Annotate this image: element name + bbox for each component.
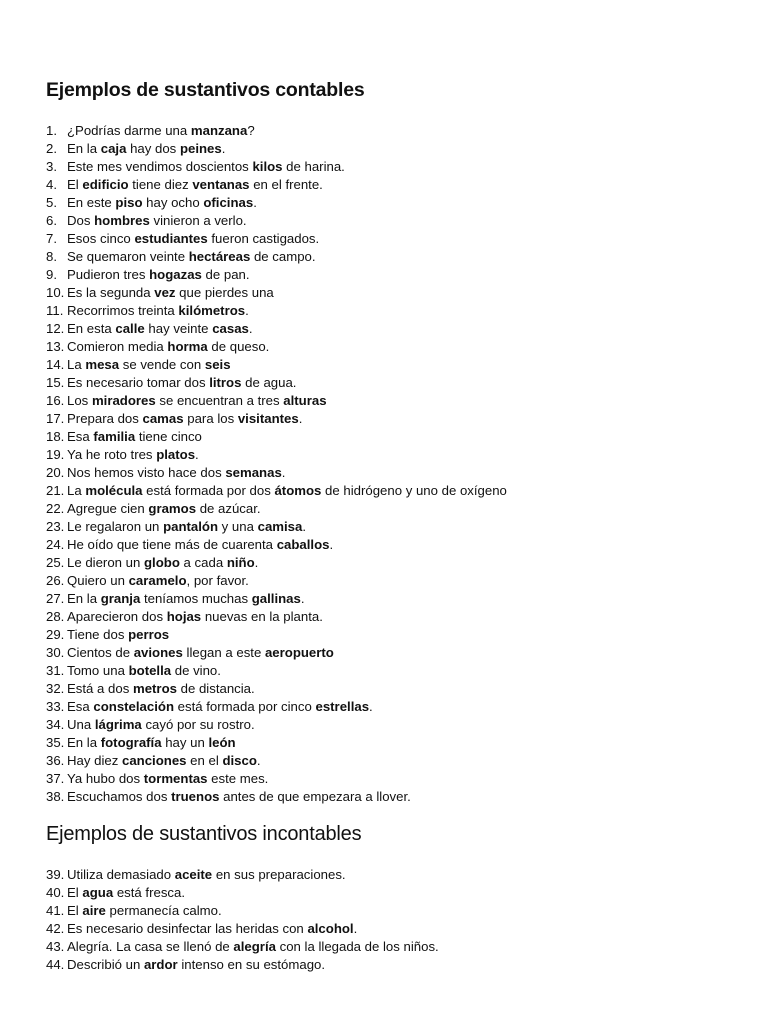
uncountable-examples-list [46, 866, 439, 974]
sentence-fragment: Hay diez [67, 753, 122, 768]
sentence-fragment: en sus preparaciones. [212, 867, 346, 882]
noun-highlight: canciones [121, 753, 187, 768]
item-text [67, 536, 333, 554]
sentence-fragment: . [300, 591, 305, 606]
sentence-fragment: El [67, 885, 83, 900]
noun-highlight: globo [144, 555, 180, 570]
noun-highlight: hombres [94, 213, 150, 228]
sentence-fragment: ? [247, 123, 255, 138]
item-text [67, 752, 261, 770]
sentence-fragment: , por favor. [186, 573, 249, 588]
sentence-fragment: Esa [67, 699, 94, 714]
item-number: 17. [46, 411, 65, 426]
sentence-fragment: en el [186, 753, 223, 768]
item-number: 37. [46, 771, 65, 786]
item-text [67, 608, 323, 626]
sentence-fragment: . [329, 537, 334, 552]
item-number: 1. [46, 123, 57, 138]
item-text [67, 572, 249, 590]
item-text [67, 884, 185, 902]
sentence-fragment: hay ocho [142, 195, 204, 210]
sentence-fragment: He oído que tiene más de cuarenta [67, 537, 277, 552]
noun-highlight: constelación [93, 699, 175, 714]
item-text [67, 938, 439, 956]
list-item [46, 212, 507, 230]
item-text [67, 680, 255, 698]
sentence-fragment: teníamos muchas [140, 591, 252, 606]
item-number: 21. [46, 483, 65, 498]
item-number: 7. [46, 231, 57, 246]
item-number: 41. [46, 903, 65, 918]
sentence-fragment: intenso en su estómago. [177, 957, 326, 972]
sentence-fragment: Esa [67, 429, 94, 444]
item-number: 13. [46, 339, 65, 354]
sentence-fragment: El [67, 177, 83, 192]
noun-highlight: camas [142, 411, 184, 426]
sentence-fragment: Agregue cien [67, 501, 149, 516]
item-number: 36. [46, 753, 65, 768]
sentence-fragment: . [369, 699, 373, 714]
item-text [67, 392, 327, 410]
item-number: 5. [46, 195, 57, 210]
item-text [67, 956, 325, 974]
noun-highlight: piso [115, 195, 143, 210]
sentence-fragment: Es la segunda [67, 285, 155, 300]
item-number: 40. [46, 885, 65, 900]
sentence-fragment: En esta [67, 321, 116, 336]
list-item [46, 446, 507, 464]
sentence-fragment: . [298, 411, 303, 426]
sentence-fragment: Prepara dos [67, 411, 143, 426]
noun-highlight: peines [179, 141, 222, 156]
list-item [46, 374, 507, 392]
noun-highlight: aire [82, 903, 106, 918]
sentence-fragment: Cientos de [67, 645, 134, 660]
sentence-fragment: de queso. [207, 339, 270, 354]
sentence-fragment: En este [67, 195, 116, 210]
sentence-fragment: hay veinte [144, 321, 213, 336]
noun-highlight: alegría [233, 939, 276, 954]
noun-highlight: estudiantes [134, 231, 208, 246]
sentence-fragment: Le dieron un [67, 555, 144, 570]
noun-highlight: seis [204, 357, 231, 372]
item-number: 43. [46, 939, 65, 954]
sentence-fragment: a cada [179, 555, 227, 570]
item-text [67, 554, 258, 572]
list-item [46, 248, 507, 266]
sentence-fragment: tiene diez [128, 177, 193, 192]
list-item [46, 752, 507, 770]
item-text [67, 158, 345, 176]
sentence-fragment: Nos hemos visto hace dos [67, 465, 226, 480]
item-text [67, 338, 269, 356]
sentence-fragment: Está a dos [67, 681, 133, 696]
sentence-fragment: Alegría. La casa se llenó de [67, 939, 234, 954]
item-number: 44. [46, 957, 65, 972]
item-text [67, 248, 316, 266]
noun-highlight: hectáreas [188, 249, 251, 264]
sentence-fragment: Tiene dos [67, 627, 129, 642]
item-number: 24. [46, 537, 65, 552]
item-number: 2. [46, 141, 57, 156]
noun-highlight: aeropuerto [264, 645, 334, 660]
item-number: 15. [46, 375, 65, 390]
item-number: 6. [46, 213, 57, 228]
noun-highlight: caballos [276, 537, 330, 552]
list-item [46, 920, 439, 938]
item-number: 12. [46, 321, 65, 336]
item-number: 14. [46, 357, 65, 372]
noun-highlight: familia [93, 429, 136, 444]
list-item [46, 884, 439, 902]
sentence-fragment: En la [67, 141, 101, 156]
noun-highlight: metros [132, 681, 177, 696]
sentence-fragment: de vino. [171, 663, 221, 678]
item-text [67, 626, 169, 644]
sentence-fragment: Es necesario desinfectar las heridas con [67, 921, 308, 936]
item-text [67, 302, 249, 320]
list-item [46, 680, 507, 698]
noun-highlight: hogazas [149, 267, 202, 282]
sentence-fragment: para los [183, 411, 238, 426]
sentence-fragment: de campo. [250, 249, 316, 264]
noun-highlight: calle [115, 321, 145, 336]
item-text [67, 500, 261, 518]
sentence-fragment: . [302, 519, 307, 534]
item-number: 34. [46, 717, 65, 732]
item-text [67, 788, 411, 806]
item-text [67, 464, 285, 482]
list-item [46, 464, 507, 482]
item-text [67, 866, 346, 884]
section-title-uncountable: Ejemplos de sustantivos incontables [46, 823, 362, 845]
list-item [46, 902, 439, 920]
noun-highlight: platos [156, 447, 196, 462]
noun-highlight: miradores [91, 393, 156, 408]
item-text [67, 446, 199, 464]
item-text [67, 266, 250, 284]
noun-highlight: alturas [283, 393, 327, 408]
list-item [46, 554, 507, 572]
sentence-fragment: de agua. [241, 375, 297, 390]
item-text [67, 140, 225, 158]
list-item [46, 158, 507, 176]
noun-highlight: kilómetros [178, 303, 246, 318]
noun-highlight: disco [222, 753, 257, 768]
sentence-fragment: permanecía calmo. [105, 903, 222, 918]
sentence-fragment: Recorrimos treinta [67, 303, 179, 318]
noun-highlight: agua [82, 885, 114, 900]
item-text [67, 902, 222, 920]
list-item [46, 338, 507, 356]
list-item [46, 266, 507, 284]
item-text [67, 122, 255, 140]
item-text [67, 590, 305, 608]
noun-highlight: gramos [148, 501, 197, 516]
noun-highlight: perros [128, 627, 170, 642]
noun-highlight: tormentas [143, 771, 208, 786]
sentence-fragment: antes de que empezara a llover. [219, 789, 411, 804]
sentence-fragment: Pudieron tres [67, 267, 150, 282]
noun-highlight: pantalón [163, 519, 219, 534]
list-item [46, 230, 507, 248]
sentence-fragment: Ya hubo dos [67, 771, 144, 786]
list-item [46, 626, 507, 644]
sentence-fragment: fueron castigados. [207, 231, 320, 246]
item-number: 33. [46, 699, 65, 714]
noun-highlight: lágrima [94, 717, 142, 732]
item-text [67, 212, 247, 230]
sentence-fragment: Le regalaron un [67, 519, 164, 534]
sentence-fragment: . [254, 555, 259, 570]
item-number: 35. [46, 735, 65, 750]
item-number: 9. [46, 267, 57, 282]
sentence-fragment: está formada por cinco [174, 699, 316, 714]
noun-highlight: manzana [190, 123, 248, 138]
sentence-fragment: . [256, 753, 261, 768]
sentence-fragment: Dos [67, 213, 95, 228]
noun-highlight: mesa [85, 357, 120, 372]
sentence-fragment: El [67, 903, 83, 918]
sentence-fragment: Describió un [67, 957, 144, 972]
sentence-fragment: Los [67, 393, 92, 408]
sentence-fragment: Ya he roto tres [67, 447, 157, 462]
item-number: 26. [46, 573, 65, 588]
sentence-fragment: se encuentran a tres [155, 393, 284, 408]
item-text [67, 410, 302, 428]
list-item [46, 482, 507, 500]
sentence-fragment: Quiero un [67, 573, 129, 588]
list-item [46, 938, 439, 956]
item-text [67, 284, 274, 302]
noun-highlight: visitantes [237, 411, 299, 426]
sentence-fragment: en el frente. [249, 177, 323, 192]
sentence-fragment: . [195, 447, 199, 462]
item-number: 11. [46, 303, 64, 318]
list-item [46, 320, 507, 338]
item-text [67, 428, 202, 446]
sentence-fragment: ¿Podrías darme una [67, 123, 191, 138]
item-text [67, 518, 306, 536]
item-text [67, 644, 334, 662]
noun-highlight: caramelo [128, 573, 187, 588]
sentence-fragment: Escuchamos dos [67, 789, 172, 804]
sentence-fragment: se vende con [119, 357, 205, 372]
item-text [67, 194, 257, 212]
item-number: 28. [46, 609, 65, 624]
noun-highlight: alcohol [307, 921, 354, 936]
sentence-fragment: de hidrógeno y uno de oxígeno [321, 483, 507, 498]
item-number: 3. [46, 159, 57, 174]
list-item [46, 770, 507, 788]
sentence-fragment: está fresca. [113, 885, 186, 900]
sentence-fragment: Comieron media [67, 339, 168, 354]
noun-highlight: león [208, 735, 236, 750]
list-item [46, 410, 507, 428]
sentence-fragment: hay un [161, 735, 209, 750]
sentence-fragment: . [248, 321, 253, 336]
sentence-fragment: llegan a este [182, 645, 265, 660]
noun-highlight: litros [209, 375, 242, 390]
item-number: 30. [46, 645, 65, 660]
sentence-fragment: de distancia. [176, 681, 255, 696]
noun-highlight: botella [128, 663, 172, 678]
item-number: 8. [46, 249, 57, 264]
list-item [46, 392, 507, 410]
list-item [46, 572, 507, 590]
sentence-fragment: Es necesario tomar dos [67, 375, 210, 390]
countable-examples-list [46, 122, 507, 806]
noun-highlight: caja [100, 141, 127, 156]
noun-highlight: semanas [225, 465, 282, 480]
list-item [46, 608, 507, 626]
sentence-fragment: En la [67, 735, 101, 750]
item-number: 25. [46, 555, 65, 570]
sentence-fragment: está formada por dos [142, 483, 275, 498]
item-number: 27. [46, 591, 65, 606]
item-number: 16. [46, 393, 65, 408]
item-number: 29. [46, 627, 65, 642]
list-item [46, 122, 507, 140]
sentence-fragment: cayó por su rostro. [141, 717, 255, 732]
noun-highlight: kilos [252, 159, 283, 174]
item-text [67, 482, 507, 500]
sentence-fragment: de pan. [201, 267, 250, 282]
noun-highlight: gallinas [251, 591, 301, 606]
item-text [67, 920, 357, 938]
sentence-fragment: con la llegada de los niños. [275, 939, 439, 954]
noun-highlight: fotografía [100, 735, 162, 750]
item-text [67, 176, 323, 194]
noun-highlight: vez [154, 285, 176, 300]
noun-highlight: ventanas [192, 177, 250, 192]
sentence-fragment: . [245, 303, 249, 318]
item-text [67, 734, 236, 752]
list-item [46, 428, 507, 446]
noun-highlight: niño [226, 555, 255, 570]
noun-highlight: estrellas [315, 699, 370, 714]
item-text [67, 320, 253, 338]
sentence-fragment: Utiliza demasiado [67, 867, 175, 882]
noun-highlight: truenos [171, 789, 220, 804]
item-text [67, 662, 221, 680]
item-number: 10. [46, 285, 65, 300]
sentence-fragment: Esos cinco [67, 231, 135, 246]
item-number: 4. [46, 177, 57, 192]
sentence-fragment: Una [67, 717, 95, 732]
item-text [67, 770, 268, 788]
sentence-fragment: . [353, 921, 358, 936]
item-number: 23. [46, 519, 65, 534]
list-item [46, 536, 507, 554]
item-text [67, 698, 373, 716]
list-item [46, 866, 439, 884]
sentence-fragment: Aparecieron dos [67, 609, 167, 624]
sentence-fragment: vinieron a verlo. [149, 213, 247, 228]
noun-highlight: aviones [133, 645, 183, 660]
noun-highlight: granja [100, 591, 141, 606]
item-number: 32. [46, 681, 65, 696]
list-item [46, 284, 507, 302]
sentence-fragment: hay dos [126, 141, 180, 156]
noun-highlight: horma [167, 339, 208, 354]
item-number: 38. [46, 789, 65, 804]
list-item [46, 734, 507, 752]
noun-highlight: aceite [174, 867, 213, 882]
item-number: 20. [46, 465, 65, 480]
sentence-fragment: La [67, 483, 86, 498]
list-item [46, 788, 507, 806]
item-text [67, 356, 231, 374]
sentence-fragment: La [67, 357, 86, 372]
list-item [46, 956, 439, 974]
noun-highlight: casas [212, 321, 249, 336]
list-item [46, 662, 507, 680]
sentence-fragment: nuevas en la planta. [201, 609, 323, 624]
list-item [46, 518, 507, 536]
noun-highlight: oficinas [203, 195, 254, 210]
noun-highlight: camisa [257, 519, 303, 534]
sentence-fragment: . [281, 465, 286, 480]
list-item [46, 194, 507, 212]
sentence-fragment: y una [218, 519, 258, 534]
sentence-fragment: de harina. [282, 159, 345, 174]
noun-highlight: ardor [143, 957, 178, 972]
list-item [46, 644, 507, 662]
sentence-fragment: En la [67, 591, 101, 606]
sentence-fragment: Tomo una [67, 663, 129, 678]
list-item [46, 176, 507, 194]
item-number: 42. [46, 921, 65, 936]
list-item [46, 302, 507, 320]
sentence-fragment: de azúcar. [196, 501, 261, 516]
list-item [46, 590, 507, 608]
list-item [46, 716, 507, 734]
item-number: 39. [46, 867, 65, 882]
noun-highlight: átomos [274, 483, 322, 498]
noun-highlight: hojas [166, 609, 202, 624]
item-number: 19. [46, 447, 65, 462]
noun-highlight: edificio [82, 177, 129, 192]
noun-highlight: molécula [85, 483, 143, 498]
item-text [67, 230, 319, 248]
sentence-fragment: . [221, 141, 226, 156]
item-text [67, 716, 255, 734]
item-text [67, 374, 296, 392]
sentence-fragment: que pierdes una [175, 285, 274, 300]
sentence-fragment: Se quemaron veinte [67, 249, 189, 264]
sentence-fragment: . [253, 195, 257, 210]
sentence-fragment: este mes. [207, 771, 269, 786]
section-title-countable: Ejemplos de sustantivos contables [46, 79, 365, 101]
item-number: 22. [46, 501, 65, 516]
sentence-fragment: Este mes vendimos doscientos [67, 159, 253, 174]
item-number: 31. [46, 663, 65, 678]
list-item [46, 140, 507, 158]
list-item [46, 356, 507, 374]
list-item [46, 698, 507, 716]
list-item [46, 500, 507, 518]
sentence-fragment: tiene cinco [135, 429, 202, 444]
item-number: 18. [46, 429, 65, 444]
